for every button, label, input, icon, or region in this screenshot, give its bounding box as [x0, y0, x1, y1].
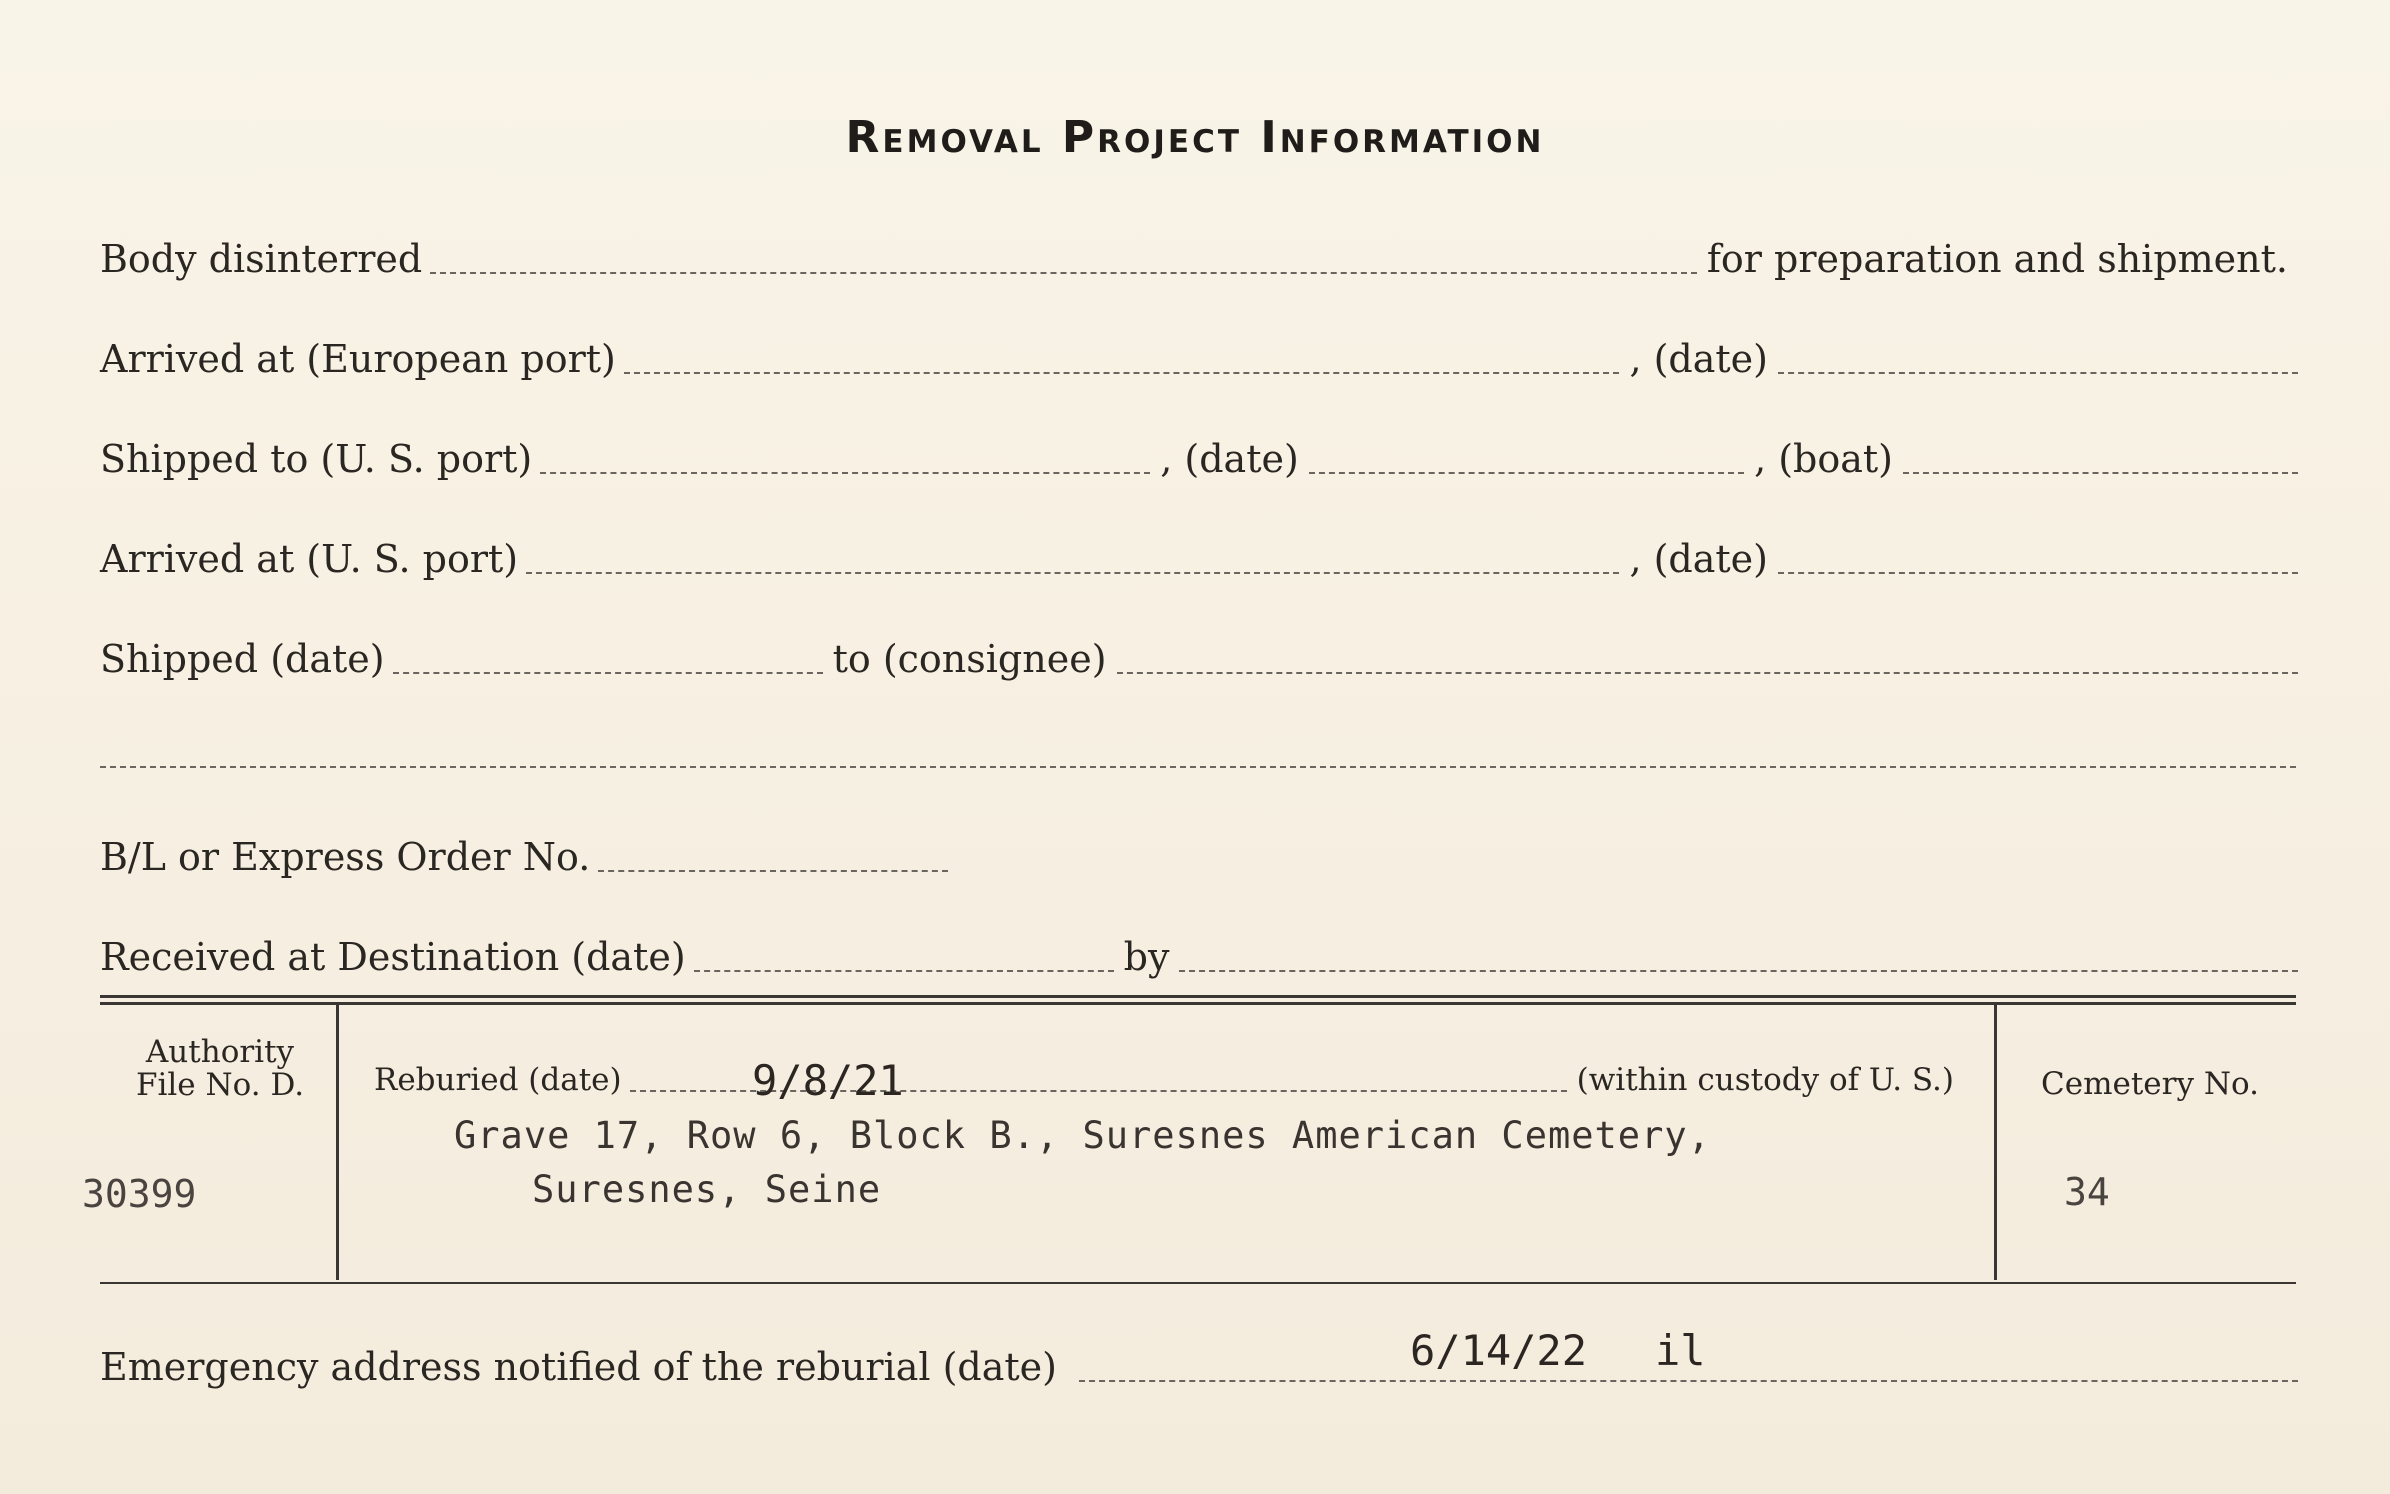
emergency-label: Emergency address notified of the reburial (date): [100, 1345, 1057, 1389]
bl-order-field[interactable]: [598, 870, 948, 872]
received-row: [100, 916, 2298, 979]
arrived-european-label: Arrived at (European port): [100, 337, 616, 381]
arrived-european-date-label: , (date): [1629, 337, 1768, 381]
table-divider-left: [336, 1005, 339, 1280]
authority-file-number: 30399: [82, 1172, 197, 1216]
reburied-date-label: Reburied (date): [374, 1062, 622, 1098]
shipped-to-us-boat-label: , (boat): [1754, 437, 1893, 481]
emergency-initials: il: [1655, 1326, 1706, 1375]
table-divider-right: [1994, 1005, 1997, 1280]
shipped-to-us-date-field[interactable]: [1309, 472, 1744, 474]
arrived-us-row: [100, 518, 2298, 581]
table-bottom-rule: [100, 1282, 2296, 1284]
arrived-european-port-field[interactable]: [624, 372, 1620, 374]
emergency-date-field[interactable]: [1079, 1380, 2298, 1382]
bl-order-row: [100, 816, 2298, 879]
table-top-rule: [100, 995, 2296, 998]
shipped-date-label: Shipped (date): [100, 637, 385, 681]
authority-label-line2: File No. D.: [135, 1066, 305, 1103]
arrived-us-date-field[interactable]: [1778, 572, 2298, 574]
emergency-row: [100, 1326, 2298, 1389]
cemetery-number: 34: [2064, 1170, 2110, 1214]
arrived-us-label: Arrived at (U. S. port): [100, 537, 519, 581]
shipped-to-us-row: [100, 418, 2298, 481]
body-disinterred-suffix: for preparation and shipment.: [1706, 237, 2288, 281]
arrived-european-row: [100, 318, 2298, 381]
shipped-to-us-label: Shipped to (U. S. port): [100, 437, 533, 481]
received-date-field[interactable]: [694, 970, 1114, 972]
shipped-to-us-date-label: , (date): [1160, 437, 1299, 481]
body-disinterred-row: [100, 218, 2298, 281]
table-top-rule-inner: [100, 1002, 2296, 1005]
emergency-date-value: 6/14/22: [1410, 1326, 1588, 1375]
reburied-row: [374, 1048, 1964, 1096]
bl-order-label: B/L or Express Order No.: [100, 835, 591, 879]
consignee-field[interactable]: [1117, 672, 2298, 674]
arrived-us-port-field[interactable]: [526, 572, 1619, 574]
shipped-to-us-port-field[interactable]: [540, 472, 1150, 474]
consignee-label: to (consignee): [832, 637, 1107, 681]
arrived-european-date-field[interactable]: [1778, 372, 2298, 374]
reburied-date-value: 9/8/21: [752, 1056, 904, 1105]
cemetery-label: Cemetery No.: [2041, 1066, 2259, 1102]
page-title: Removal Project Information: [845, 112, 1545, 163]
reburial-location-line1: Grave 17, Row 6, Block B., Suresnes American Cemetery,: [454, 1114, 1711, 1157]
received-by-label: by: [1123, 935, 1170, 979]
shipped-date-row: [100, 618, 2298, 681]
body-disinterred-label: Body disinterred: [100, 237, 423, 281]
body-disinterred-field[interactable]: [430, 272, 1697, 274]
authority-label: [110, 1036, 330, 1101]
consignee-continuation-field[interactable]: [100, 766, 2296, 768]
shipped-date-field[interactable]: [393, 672, 823, 674]
received-by-field[interactable]: [1179, 970, 2298, 972]
reburial-location-line2: Suresnes, Seine: [532, 1168, 882, 1211]
received-label: Received at Destination (date): [100, 935, 686, 979]
arrived-us-date-label: , (date): [1629, 537, 1768, 581]
custody-label: (within custody of U. S.): [1576, 1062, 1954, 1098]
shipped-to-us-boat-field[interactable]: [1903, 472, 2298, 474]
authority-label-line1: Authority: [145, 1034, 295, 1070]
